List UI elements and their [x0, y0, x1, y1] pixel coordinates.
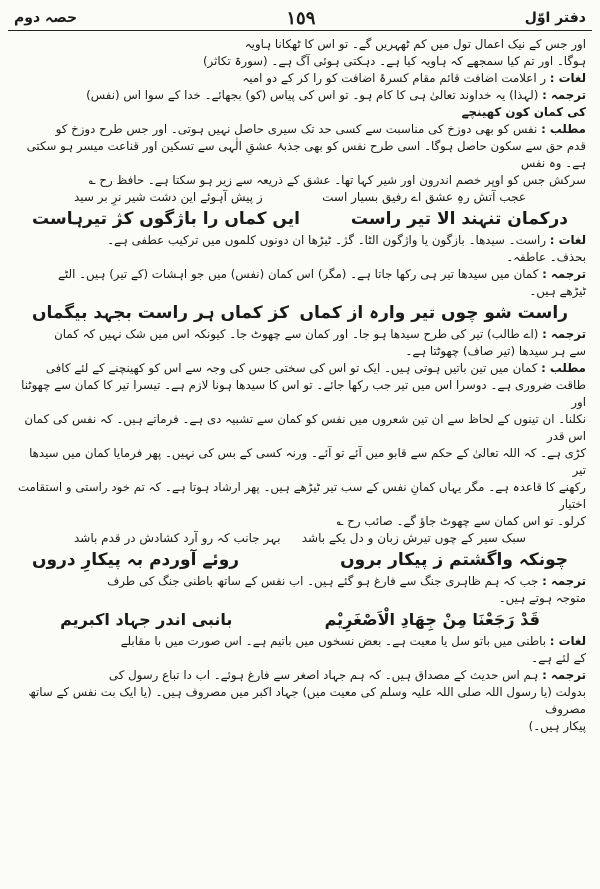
text-line: ترجمہ : ہم اس حدیث کے مصداق ہیں۔ کہ ہم جہاد اصغر سے فارغ ہوئے۔ اب دا تباع رسول کی: [108, 668, 586, 682]
text-line: لغات : باطنی میں باتو سل یا معیت ہے۔ بعض نسخوں میں باتیم ہے۔ اس صورت میں با مقابلے: [120, 634, 586, 648]
text-line: لغات : راست۔ سیدھا۔ بازگون یا واژگون الٹا۔ گژ۔ ٹیڑھا ان دونوں کلموں میں ترکیب عطفی ہے۔: [107, 233, 586, 247]
text-line: مطلب : کمان میں تین باتیں ہوتی ہیں۔ ایک تو اس کی سختی جس کی وجہ سے اس کو کھینچنے کے لئے کافی: [45, 361, 586, 375]
text-line: ترجمہ : کمان میں سیدھا تیر ہی رکھا جاتا ہے۔ (مگر) اس کمان (نفس) میں جو اہشات (کے تیر) ہیں۔ الٹے: [58, 267, 586, 281]
text-line: کے لئے ہے۔: [531, 651, 586, 665]
verse-small: عجب آتش رہِ عشق اے رفیق بسیار است ز پیش آہوئے این دشت شیر نرِ بر سید: [74, 190, 526, 204]
text-line: ترجمہ : (لہذا) یہ خداوند تعالیٰ ہی کا کام ہو۔ تو اس کی پیاس (کو) بجھائے۔ خدا کے سوا اس (نفس): [86, 88, 586, 102]
text-line: متوجہ ہوتے ہیں۔: [498, 591, 586, 605]
text-line: ہوگا۔ اور تم کیا سمجھے کہ ہاویہ کیا ہے۔ دہکتی ہوئی آگ ہے۔ (سورۃ تکاثر): [202, 54, 586, 68]
text-line: طاقت ضروری ہے۔ دوسرا اس میں تیر جب رکھا جائے۔ تو اس کا سیدھا ہونا لازم ہے۔ تیسرا تیر کا کمان سے چھوٹنا اور: [21, 378, 586, 409]
verse-small: سبک سیر کے چوں تیرش زبان و دل یکے باشد بہر جانب کہ رو آرد کشادش در قدم باشد: [74, 531, 526, 545]
header-rule: [8, 30, 592, 31]
verse-couplet: راست شو چوں تیر وارہ از کماں کز کماں ہر راست بجہد بیگماں: [32, 303, 568, 323]
text-line: نکلنا۔ ان تینوں کے لحاظ سے ان تین شعروں میں نفس کو کمان سے تشبیہ دی ہے۔ فرماتے ہیں۔ کہ نفس کی کمان اس قدر: [24, 412, 586, 443]
header-book-title: دفتر اوّل: [524, 10, 586, 26]
text-line: ٹیڑھے ہیں۔: [529, 284, 586, 298]
text-line: سرکش جس کو اوپر خصم اندرون اور شیر کہا تھا۔ عشق کے ذریعہ سے زیر ہو سکتا ہے۔ حافظ رح ؎: [88, 173, 586, 187]
arabic-verse: قَدْ رَجَعْنَا مِنْ جِهَادِ الْاَصْغَرِيْم بانبی اندر جہاد اکبریم: [60, 610, 540, 629]
page-header: [14, 6, 586, 30]
text-line: رکھنے کا قاعدہ ہے۔ مگر یہاں کمانِ نفس کے سب تیر ٹیڑھے ہیں۔ پھر ارشاد ہوتا ہے۔ کہ تم خود راستی و استقامت اختیار: [17, 480, 586, 511]
verse-couplet: چونکہ واگشتم ز پیکار بروں روئے آوردم بہ پیکارِ دروں: [32, 550, 568, 570]
text-line: ترجمہ : جب کہ ہم ظاہری جنگ سے فارغ ہو گئے ہیں۔ اب نفس کے ساتھ باطنی جنگ کی طرف: [107, 574, 586, 588]
text-line: سے ہر سیدھا (تیر صاف) چھوٹتا ہے۔: [405, 344, 586, 358]
header-part: حصہ دوم: [14, 10, 78, 26]
text-line: کڑی ہے۔ کہ اللہ تعالیٰ کے حکم سے قابو میں آئے تو آئے۔ ورنہ کسی کے بس کی نہیں۔ پھر فرمایا کمان میں سیدھا تیر: [29, 446, 586, 477]
text-line: مطلب : نفس کو بھی دوزخ کی مناسبت سے کسی حد تک سیری حاصل نہیں ہوتی۔ اور جس طرح دوزخ کو: [55, 122, 586, 136]
text-line: کرلو۔ تو اس کمان سے چھوٹ جاؤ گے۔ صائب رح ؎: [336, 514, 586, 528]
text-line: قدم حق سے سکون حاصل ہوگا۔ اسی طرح نفس کو بھی جذبۂ عشقِ الٰہی سے تسکین اور قناعت میسر ہو سکتی ہے۔ وہ نفس: [26, 139, 586, 170]
text-line: پیکار ہیں۔): [528, 719, 586, 733]
text-line: بدولت (یا رسول اللہ صلی اللہ علیہ وسلم کی معیت میں) جہاد اکبر میں مصروف ہیں۔ (یا ایک بت نفس کے ساتھ مصروف: [28, 685, 586, 716]
text-line: ترجمہ : (اے طالب) تیر کی طرح سیدھا ہو جا۔ اور کمان سے چھوٹ جا۔ کیونکہ اس میں شک نہیں کہ کمان: [54, 327, 586, 341]
page-number: ١٥٩: [286, 7, 316, 29]
verse-couplet: درکمان تنہند الا تیر راست ایں کماں را باژگوں کژ تیرہاست: [32, 209, 568, 229]
text-line: اور جس کے نیک اعمال تول میں کم ٹھہریں گے۔ تو اس کا ٹھکانا ہاویہ: [244, 37, 586, 51]
text-line: بحذف۔ عاطفہ۔: [506, 250, 586, 264]
page-body: [14, 36, 586, 735]
text-line: کی کمان کون کھینچے: [461, 105, 586, 119]
text-line: لغات : ر اعلامت اضافت قائم مقام کسرۂ اضافت کو را کر کے دو امیہ: [242, 71, 586, 85]
